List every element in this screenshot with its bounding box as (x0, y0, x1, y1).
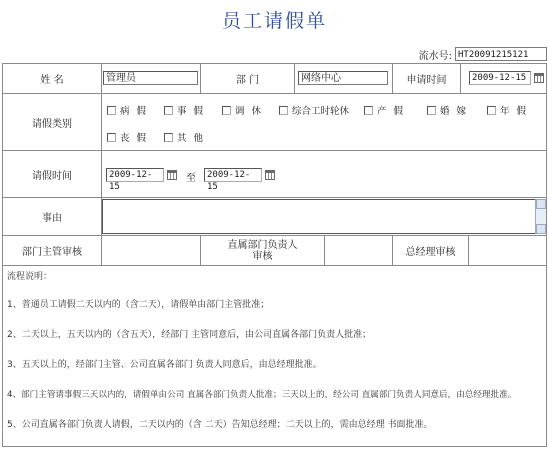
option-other[interactable]: 其 他 (164, 130, 205, 144)
dept-supervisor-approval-cell[interactable] (102, 236, 201, 265)
reason-scrollbar[interactable] (535, 199, 546, 234)
checkbox[interactable] (222, 106, 231, 115)
row-approvals (3, 236, 546, 266)
gm-approval-cell[interactable] (469, 236, 546, 265)
calendar-icon[interactable] (534, 73, 544, 83)
checkbox[interactable] (364, 106, 373, 115)
calendar-icon[interactable] (265, 170, 275, 180)
option-maternity-leave[interactable]: 产 假 (364, 103, 405, 117)
name-cell (102, 64, 201, 93)
name-field[interactable]: 管理员 (103, 71, 198, 85)
reason-label: 事由 (3, 198, 102, 235)
apply-time-cell (461, 64, 546, 93)
row-leave-type (3, 94, 546, 151)
option-marriage-leave[interactable]: 婚 嫁 (427, 103, 468, 117)
name-label: 姓 名 (3, 64, 102, 93)
checkbox[interactable] (164, 133, 173, 142)
option-bereavement-leave[interactable]: 丧 假 (107, 130, 148, 144)
checkbox[interactable] (164, 106, 173, 115)
leave-type-options (102, 94, 546, 150)
dept-label: 部 门 (201, 64, 295, 93)
process-item: 5、公司直属各部门负责人请假，二天以内的（含 二天）告知总经理；二天以上的，需由总经理 书面批准。 (7, 420, 433, 430)
process-item: 2、二天以上，五天以内的（含五天），经部门 主管同意后，由公司直属各部门负责人批准； (7, 330, 372, 340)
process-heading: 流程说明： (7, 272, 53, 282)
form-title: 员工请假单 (221, 10, 327, 32)
row-reason (3, 198, 546, 236)
row-leave-time (3, 151, 546, 198)
option-comp-time[interactable]: 调 休 (222, 103, 263, 117)
option-sick-leave[interactable]: 病 假 (107, 103, 148, 117)
checkbox[interactable] (107, 106, 116, 115)
apply-time-field[interactable]: 2009-12-15 (469, 71, 531, 85)
dept-cell (295, 64, 393, 93)
leave-time-cell (102, 151, 546, 197)
serial-input[interactable]: HT20091215121 (455, 47, 547, 61)
leave-end-field[interactable]: 2009-12-15 (204, 168, 262, 182)
leave-start-field[interactable]: 2009-12-15 (106, 168, 164, 182)
gm-approval-label: 总经理审核 (393, 236, 469, 265)
date-range-separator: 至 (186, 173, 196, 184)
checkbox[interactable] (107, 133, 116, 142)
direct-head-approval-cell[interactable] (325, 236, 393, 265)
checkbox[interactable] (487, 106, 496, 115)
checkbox[interactable] (427, 106, 436, 115)
option-personal-leave[interactable]: 事 假 (164, 103, 205, 117)
dept-field[interactable]: 网络中心 (298, 71, 388, 85)
leave-type-label: 请假类别 (3, 94, 102, 150)
checkbox[interactable] (279, 106, 288, 115)
direct-head-approval-label: 直属部门负责人 审核 (201, 236, 325, 265)
option-annual-leave[interactable]: 年 假 (487, 103, 528, 117)
serial-number (419, 46, 547, 62)
reason-textarea[interactable] (102, 199, 536, 234)
serial-label: 流水号: (418, 50, 452, 62)
apply-time-label: 申请时间 (393, 64, 461, 93)
process-item: 1、普通员工请假二天以内的（含二天），请假单由部门主管批准； (7, 300, 270, 310)
leave-time-label: 请假时间 (3, 151, 102, 197)
scroll-up-icon[interactable] (536, 199, 546, 209)
dept-supervisor-approval-label: 部门主管审核 (3, 236, 102, 265)
process-item: 4、部门主管请事假三天以内的，请假单由公司 直属各部门负责人批准；三天以上的，经公司 直属部门负责人同意后，由总经理批准。 (7, 390, 517, 400)
scroll-down-icon[interactable] (536, 224, 546, 234)
leave-form (2, 63, 547, 447)
calendar-icon[interactable] (167, 170, 177, 180)
process-item: 3、五天以上的，经部门主管、公司直属各部门 负责人同意后，由总经理批准。 (7, 360, 322, 370)
row-basic-info (3, 64, 546, 94)
option-rotation-rest[interactable]: 综合工时轮休 (279, 103, 349, 117)
